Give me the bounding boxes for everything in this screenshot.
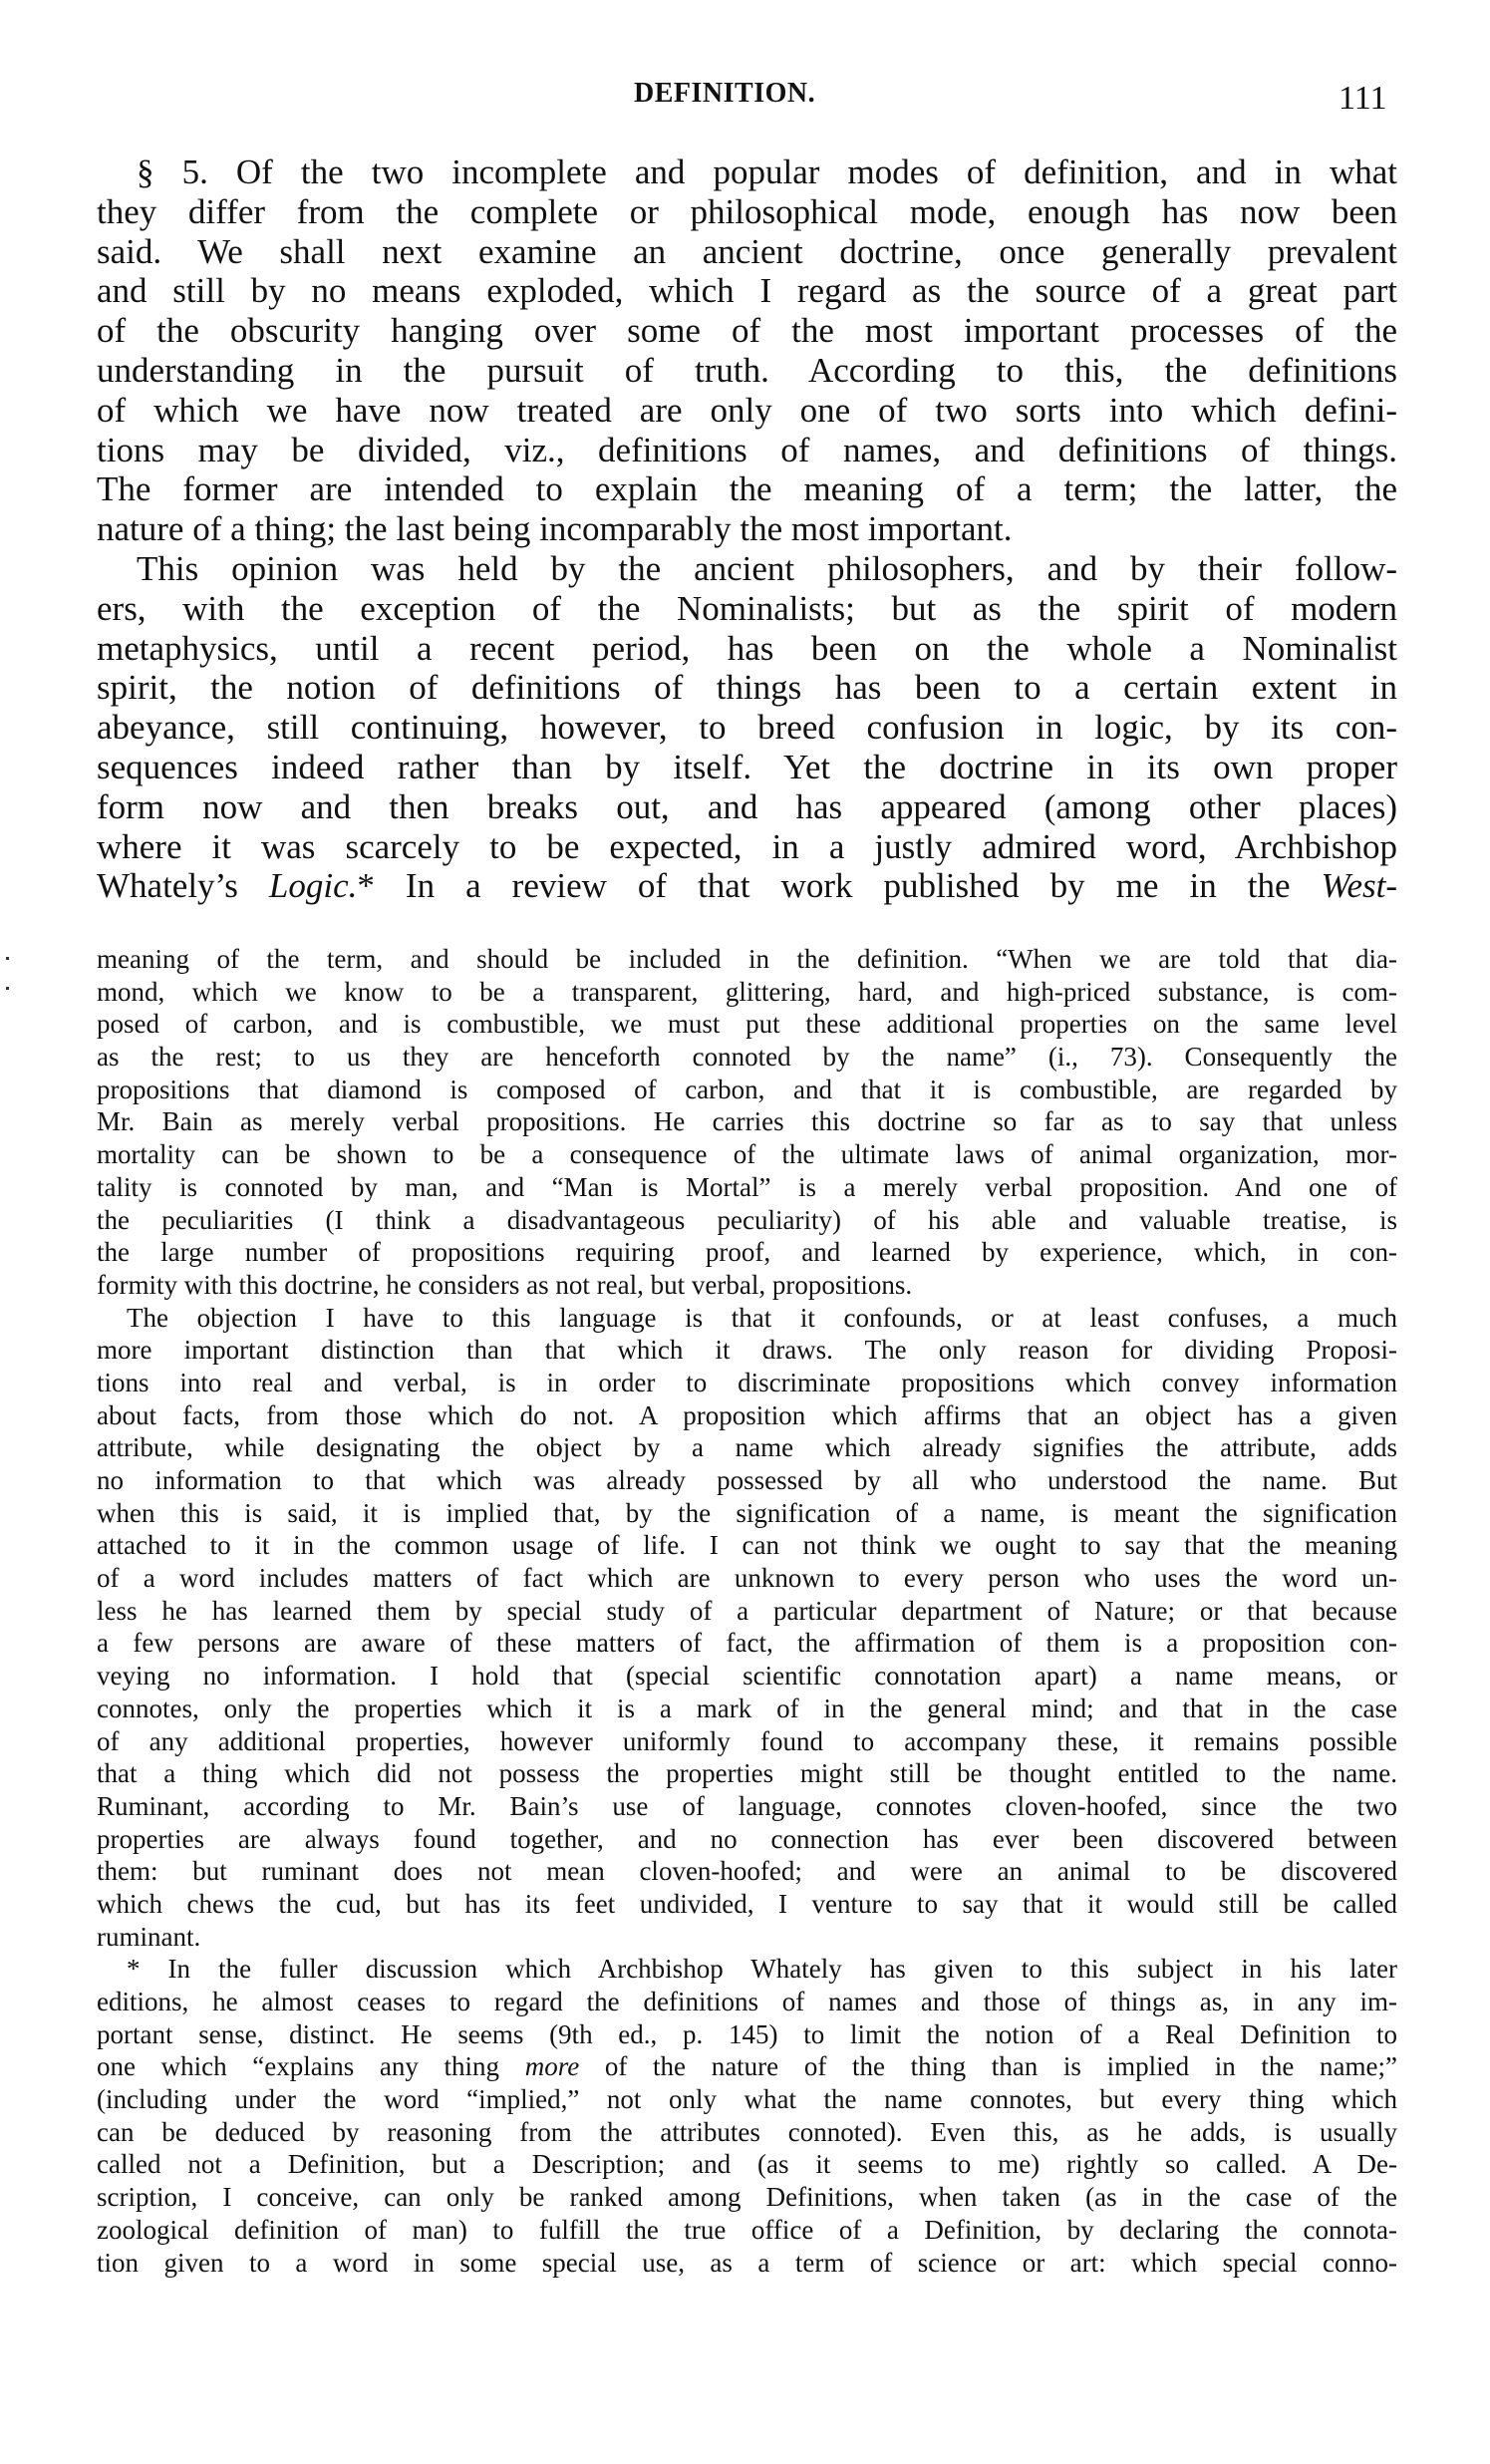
text-segment: called not a Definition, but a Description; and (as it seems to me) rightly so called. A De-: [97, 2149, 1397, 2180]
text-segment: (including under the word “implied,” not only what the name connotes, but every thing which: [97, 2084, 1397, 2115]
text-segment: Ruminant, according to Mr. Bain’s use of language, connotes cloven-hoofed, since the two: [97, 1790, 1397, 1821]
text-segment: properties are always found together, and no connection has ever been discovered between: [97, 1823, 1397, 1854]
footnote-line: [97, 2050, 1397, 2083]
text-segment: scription, I conceive, can only be ranked among Definitions, when taken (as in the case of the: [97, 2182, 1397, 2213]
text-segment: nature of a thing; the last being incomparably the most important.: [97, 509, 1013, 549]
text-line: [97, 431, 1397, 470]
text-segment: * In the fuller discussion which Archbishop Whately has given to this subject in his later: [127, 1954, 1397, 1985]
footnote-line: [97, 2247, 1397, 2280]
footnote-line: [97, 1855, 1397, 1888]
footnote-line: [97, 1302, 1397, 1335]
text-line: [97, 549, 1397, 589]
text-line: [97, 153, 1397, 192]
text-segment: This opinion was held by the ancient philosophers, and by their follow-: [137, 548, 1397, 588]
footnotes: [97, 943, 1397, 2279]
footnote-line: [97, 1790, 1397, 1823]
footnote-line: [97, 1693, 1397, 1725]
footnote-line: [97, 1562, 1397, 1595]
footnote-line: [97, 1823, 1397, 1856]
text-segment: attribute, while designating the object by a name which already signifies the attribute, adds: [97, 1432, 1397, 1463]
text-segment: formity with this doctrine, he considers as not real, but verbal, propositions.: [97, 1269, 913, 1300]
text-segment: editions, he almost ceases to regard the definitions of names and those of things as, in any im-: [97, 1987, 1397, 2016]
footnote-line: [97, 1105, 1397, 1138]
text-line: [97, 748, 1397, 787]
text-segment: form now and then breaks out, and has appeared (among other places): [97, 786, 1397, 826]
footnote-line: [97, 1953, 1397, 1986]
text-segment: that a thing which did not possess the properties might still be thought entitled to the name.: [97, 1758, 1397, 1789]
footnote-line: [97, 2181, 1397, 2214]
text-segment: portant sense, distinct. He seems (9th ed., p. 145) to limit the notion of a Real Definition to: [97, 2018, 1397, 2049]
text-segment: The objection I have to this language is that it confounds, or at least confuses, a much: [127, 1302, 1397, 1333]
text-segment: connotes, only the properties which it is a mark of in the general mind; and that in the case: [97, 1693, 1397, 1723]
footnote-line: [97, 1008, 1397, 1041]
text-line: [97, 391, 1397, 431]
footnote-line: [97, 2214, 1397, 2247]
footnote-line: [97, 1921, 1397, 1954]
text-segment: mond, which we know to be a transparent, glittering, hard, and high-priced substance, is com-: [97, 976, 1397, 1007]
footnote-line: [97, 1074, 1397, 1106]
main-text: [97, 153, 1397, 906]
text-line: [97, 271, 1397, 311]
text-segment: abeyance, still continuing, however, to breed confusion in logic, by its con-: [97, 708, 1397, 748]
text-segment: of a word includes matters of fact which are unknown to every person who uses the word un-: [97, 1563, 1397, 1594]
text-segment: they differ from the complete or philosophical mode, enough has now been: [97, 191, 1397, 231]
text-segment: and still by no means exploded, which I regard as the source of a great part: [97, 271, 1397, 311]
text-segment: sequences indeed rather than by itself. Yet the doctrine in its own proper: [97, 747, 1397, 786]
text-segment: of the obscurity hanging over some of the most important processes of the: [97, 311, 1397, 351]
footnote-line: [97, 1660, 1397, 1693]
text-line: [97, 866, 1397, 906]
footnote-line: [97, 1204, 1397, 1237]
footnote-line: [97, 1334, 1397, 1367]
text-line: [97, 668, 1397, 708]
text-segment: less he has learned them by special study of a particular department of Nature; or that because: [97, 1595, 1397, 1626]
footnote-line: [97, 1431, 1397, 1464]
text-segment: propositions that diamond is composed of carbon, and that it is combustible, are regarded by: [97, 1074, 1397, 1104]
footnote-line: [97, 1171, 1397, 1204]
text-line: [97, 787, 1397, 827]
running-head: [0, 78, 1490, 118]
text-segment: the peculiarities (I think a disadvantageous peculiarity) of his able and valuable treatise, is: [97, 1204, 1397, 1235]
text-line: [97, 232, 1397, 272]
footnote-line: [97, 1595, 1397, 1628]
footnote-line: [97, 1269, 1397, 1302]
text-segment: mortality can be shown to be a consequence of the ultimate laws of animal organization, mor-: [97, 1139, 1397, 1170]
text-segment: no information to that which was already possessed by all who understood the name. But: [97, 1465, 1397, 1495]
text-segment: veying no information. I hold that (special scientific connotation apart) a name means, or: [97, 1661, 1397, 1692]
text-segment: which chews the cud, but has its feet undivided, I venture to say that it would still be called: [97, 1888, 1397, 1919]
footnote-line: [97, 1464, 1397, 1497]
footnote-line: [97, 1236, 1397, 1269]
text-line: [97, 192, 1397, 232]
footnote-line: [97, 2018, 1397, 2051]
text-segment: tion given to a word in some special use, as a term of science or art: which special conno-: [97, 2247, 1397, 2278]
footnote-line: [97, 1041, 1397, 1074]
footnote-line: [97, 2116, 1397, 2149]
text-segment: a few persons are aware of these matters of fact, the affirmation of them is a proposition con-: [97, 1628, 1397, 1659]
footnote-line: [97, 1367, 1397, 1399]
text-segment: Mr. Bain as merely verbal propositions. He carries this doctrine so far as to say that unless: [97, 1106, 1397, 1137]
footnote-line: [97, 1497, 1397, 1530]
text-segment: the large number of propositions requiring proof, and learned by experience, which, in con-: [97, 1237, 1397, 1268]
footnote-line: [97, 1529, 1397, 1562]
italic-text: more: [524, 2051, 580, 2082]
footnote-line: [97, 1138, 1397, 1171]
text-line: [97, 708, 1397, 748]
text-segment: ruminant.: [97, 1921, 201, 1952]
page-number: 111: [1339, 80, 1387, 117]
text-segment: zoological definition of man) to fulfill the true office of a Definition, by declaring the connota-: [97, 2214, 1397, 2245]
text-line: [97, 629, 1397, 669]
footnote-line: [97, 976, 1397, 1009]
text-segment: posed of carbon, and is combustible, we must put these additional properties on the same level: [97, 1009, 1397, 1040]
text-segment: as the rest; to us they are henceforth connoted by the name” (i., 73). Consequently the: [97, 1042, 1397, 1073]
footnote-line: [97, 1399, 1397, 1432]
text-segment: metaphysics, until a recent period, has been on the whole a Nominalist: [97, 628, 1397, 668]
text-segment: said. We shall next examine an ancient doctrine, once generally prevalent: [97, 231, 1397, 271]
text-segment: * In a review of that work published by me in the: [357, 866, 1322, 906]
text-segment: attached to it in the common usage of life. I can not think we ought to say that the meaning: [97, 1530, 1397, 1561]
text-segment: tality is connoted by man, and “Man is Mortal” is a merely verbal proposition. And one of: [97, 1171, 1397, 1202]
text-line: [97, 827, 1397, 867]
text-line: [97, 509, 1397, 549]
margin-mark: [6, 987, 9, 990]
text-segment: ers, with the exception of the Nominalists; but as the spirit of modern: [97, 588, 1397, 628]
text-line: [97, 351, 1397, 391]
footnote-line: [97, 2148, 1397, 2181]
text-segment: The former are intended to explain the meaning of a term; the latter, the: [97, 469, 1397, 509]
text-segment: understanding in the pursuit of truth. According to this, the definitions: [97, 350, 1397, 390]
text-line: [97, 469, 1397, 509]
text-segment: where it was scarcely to be expected, in a justly admired word, Archbishop: [97, 826, 1397, 866]
text-segment: about facts, from those which do not. A proposition which affirms that an object has a given: [97, 1399, 1397, 1430]
text-line: [97, 589, 1397, 629]
footnote-line: [97, 1725, 1397, 1758]
italic-text: West-: [1321, 866, 1397, 906]
text-segment: tions may be divided, viz., definitions of names, and definitions of things.: [97, 430, 1397, 469]
text-segment: spirit, the notion of definitions of things has been to a certain extent in: [97, 668, 1397, 708]
running-head-title: DEFINITION.: [634, 78, 816, 109]
footnote-line: [97, 2083, 1397, 2116]
text-segment: tions into real and verbal, is in order to discriminate propositions which convey information: [97, 1367, 1397, 1397]
text-segment: when this is said, it is implied that, by the signification of a name, is meant the signification: [97, 1497, 1397, 1528]
text-segment: of the nature of the thing than is implied in the name;”: [579, 2051, 1398, 2082]
footnote-line: [97, 1757, 1397, 1790]
text-segment: of which we have now treated are only one of two sorts into which defini-: [97, 390, 1397, 430]
text-segment: meaning of the term, and should be included in the definition. “When we are told that dia-: [97, 944, 1397, 974]
text-segment: more important distinction than that which it draws. The only reason for dividing Proposi-: [97, 1335, 1397, 1366]
text-segment: can be deduced by reasoning from the attributes connoted). Even this, as he adds, is usually: [97, 2116, 1397, 2147]
footnote-line: [97, 1986, 1397, 2018]
footnote-line: [97, 943, 1397, 976]
text-segment: § 5. Of the two incomplete and popular modes of definition, and in what: [137, 153, 1397, 191]
margin-mark: [6, 957, 9, 960]
text-line: [97, 311, 1397, 351]
footnote-line: [97, 1888, 1397, 1921]
italic-text: Logic.: [268, 866, 358, 906]
footnote-line: [97, 1627, 1397, 1660]
text-segment: one which “explains any thing: [97, 2051, 525, 2082]
text-segment: of any additional properties, however uniformly found to accompany these, it remains possible: [97, 1725, 1397, 1756]
text-segment: Whately’s: [97, 866, 269, 906]
text-segment: them: but ruminant does not mean cloven-hoofed; and were an animal to be discovered: [97, 1856, 1397, 1887]
